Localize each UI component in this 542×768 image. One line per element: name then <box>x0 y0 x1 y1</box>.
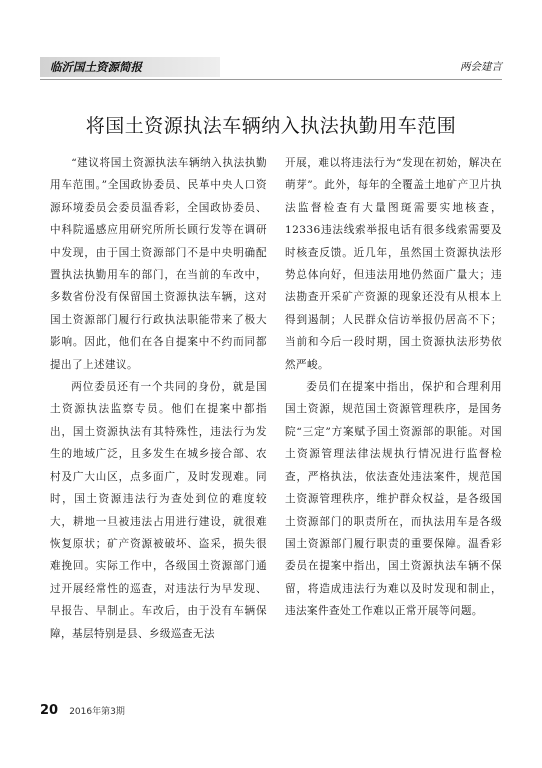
paragraph: 两位委员还有一个共同的身份，就是国土资源执法监察专员。他们在提案中都指出，国土资源执法有其特殊性，违法行为发生的地域广泛，且多发生在城乡接合部、农村及广大山区，点多面广，及时发现难。同时，国土资源违法行为查处到位的难度较大，耕地一旦被违法占用进行建设，就很难恢复原状；矿产资源被破坏、盗采，损失很难挽回。实际工作中，各级国土资源部门通过开展经常性的巡查，对违法行为早发现、早报告、早制止。车改后，由于没有车辆保障，基层特别是县、乡级巡查无法 <box>50 381 267 640</box>
issue-info: 2016年第3期 <box>69 707 125 717</box>
paragraph: “建议将国土资源执法车辆纳入执法执勤用车范围。”全国政协委员、民革中央人口资源环境委员会委员温香彩，全国政协委员、中科院遥感应用研究所所长顾行发等在调研中发现，由于国土资源部门不是中央明确配置执法执勤用车的部门，在当前的车改中，多数省份没有保留国土资源执法车辆，这对国土资源部门履行行政执法职能带来了极大影响。因此，他们在各自提案中不约而同都提出了上述建议。 <box>50 157 267 371</box>
header-divider <box>40 79 502 80</box>
paragraph: 开展，难以将违法行为“发现在初始，解决在萌芽”。此外，每年的全覆盖土地矿产卫片执法监督检查有大量图斑需要实地核查，12336违法线索举报电话有很多线索需要及时核查反馈。近几年，虽然国土资源执法形势总体向好，但违法用地仍然面广量大；违法勘查开采矿产资源的现象还没有从根本上得到遏制；人民群众信访举报仍居高不下；当前和今后一段时期，国土资源执法形势依然严峻。 <box>285 157 502 371</box>
section-name: 两会建言 <box>460 61 502 73</box>
article-title: 将国土资源执法车辆纳入执法执勤用车范围 <box>85 115 457 137</box>
page-header <box>40 57 502 77</box>
left-column <box>50 152 267 645</box>
right-column <box>285 152 502 623</box>
page-number: 20 <box>40 703 59 718</box>
magazine-title: 临沂国土资源简报 <box>40 57 220 77</box>
page-footer <box>40 700 125 718</box>
paragraph: 委员们在提案中指出，保护和合理利用国土资源，规范国土资源管理秩序，是国务院“三定”方案赋予国土资源部的职能。对国土资源管理法律法规执行情况进行监督检查，严格执法，依法查处违法案件，规范国土资源管理秩序，维护群众权益，是各级国土资源部门的职责所在，而执法用车是各级国土资源部门履行职责的重要保障。温香彩委员在提案中指出，国土资源执法车辆不保留，将造成违法行为难以及时发现和制止，违法案件查处工作难以正常开展等问题。 <box>285 381 502 618</box>
